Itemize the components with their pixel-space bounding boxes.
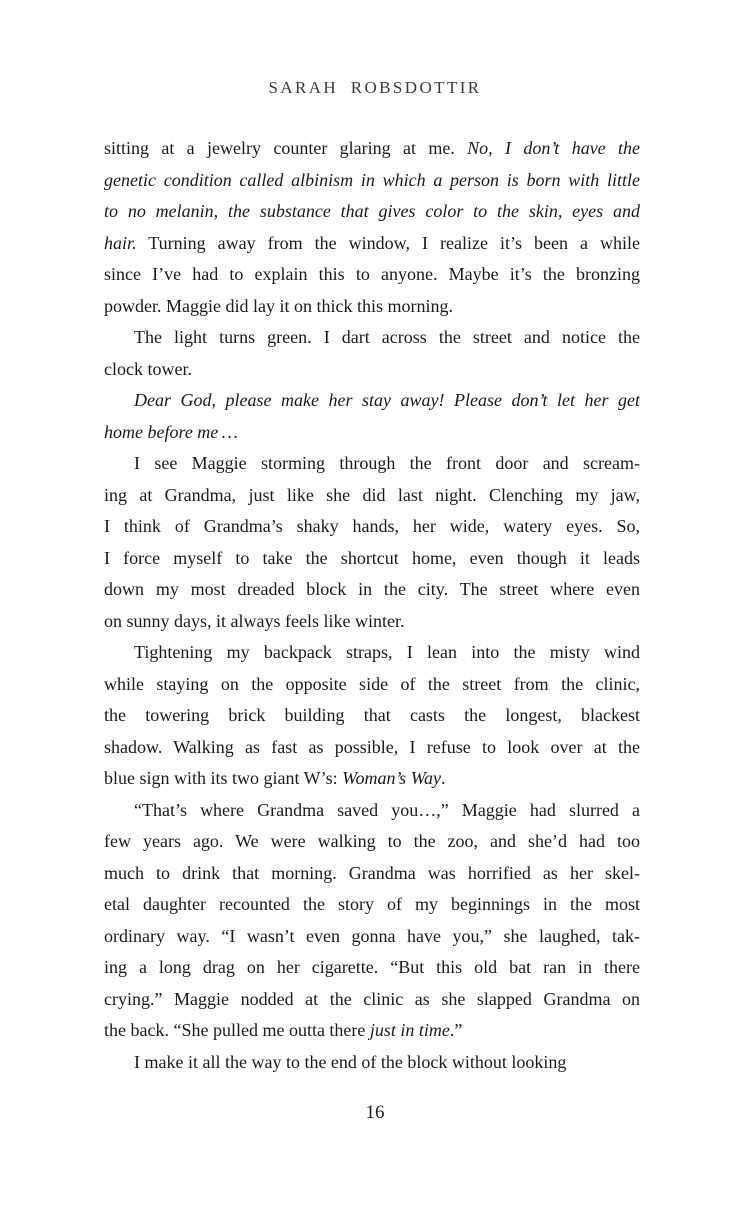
text-line: Tightening my backpack straps, I lean into the misty wind (134, 642, 640, 662)
text-line: “That’s where Grandma saved you…,” Maggie had slurred a (134, 799, 640, 820)
text-line: Dear God, please make her stay away! Please don’t let her get (134, 390, 640, 410)
text-line: I see Maggie storming through the front door and scream- (134, 453, 640, 473)
text-line: etal daughter recounted the story of my beginnings in the most (104, 894, 640, 914)
text-line: ordinary way. “I wasn’t even gonna have you,” she laughed, tak- (104, 925, 640, 946)
text-line: the back. “She pulled me outta there just in time.” (104, 1020, 463, 1040)
text-line: clock tower. (104, 358, 192, 379)
text-line: home before me … (104, 421, 238, 442)
text-line: while staying on the opposite side of the street from the clinic, (104, 673, 640, 694)
text-line: hair. Turning away from the window, I realize it’s been a while (104, 232, 640, 253)
text-line: I make it all the way to the end of the block without looking (134, 1051, 567, 1072)
text-line: blue sign with its two giant W’s: Woman’s Way. (104, 768, 446, 788)
text-line: much to drink that morning. Grandma was horrified as her skel- (104, 862, 640, 883)
page-number: 16 (365, 1102, 385, 1123)
text-line: crying.” Maggie nodded at the clinic as she slapped Grandma on (104, 988, 640, 1009)
text-line: down my most dreaded block in the city. The street where even (104, 579, 640, 599)
running-header: SARAH ROBSDOTTIR (268, 78, 482, 97)
text-line: powder. Maggie did lay it on thick this morning. (104, 295, 453, 316)
text-line: to no melanin, the substance that gives color to the skin, eyes and (104, 201, 640, 221)
body-text (104, 133, 640, 1078)
text-line: sitting at a jewelry counter glaring at me. No, I don’t have the (104, 138, 640, 158)
text-line: The light turns green. I dart across the street and notice the (134, 327, 640, 347)
text-line: genetic condition called albinism in which a person is born with little (104, 169, 640, 190)
text-line: I force myself to take the shortcut home, even though it leads (104, 547, 640, 568)
text-line: ing a long drag on her cigarette. “But this old bat ran in there (104, 957, 640, 977)
text-line: I think of Grandma’s shaky hands, her wide, watery eyes. So, (104, 516, 640, 536)
text-line: shadow. Walking as fast as possible, I refuse to look over at the (104, 736, 640, 757)
text-line: few years ago. We were walking to the zoo, and she’d had too (104, 831, 640, 851)
text-line: ing at Grandma, just like she did last night. Clenching my jaw, (104, 484, 640, 505)
text-line: the towering brick building that casts the longest, blackest (104, 705, 640, 725)
text-line: on sunny days, it always feels like winter. (104, 610, 405, 631)
text-line: since I’ve had to explain this to anyone. Maybe it’s the bronzing (104, 264, 640, 284)
